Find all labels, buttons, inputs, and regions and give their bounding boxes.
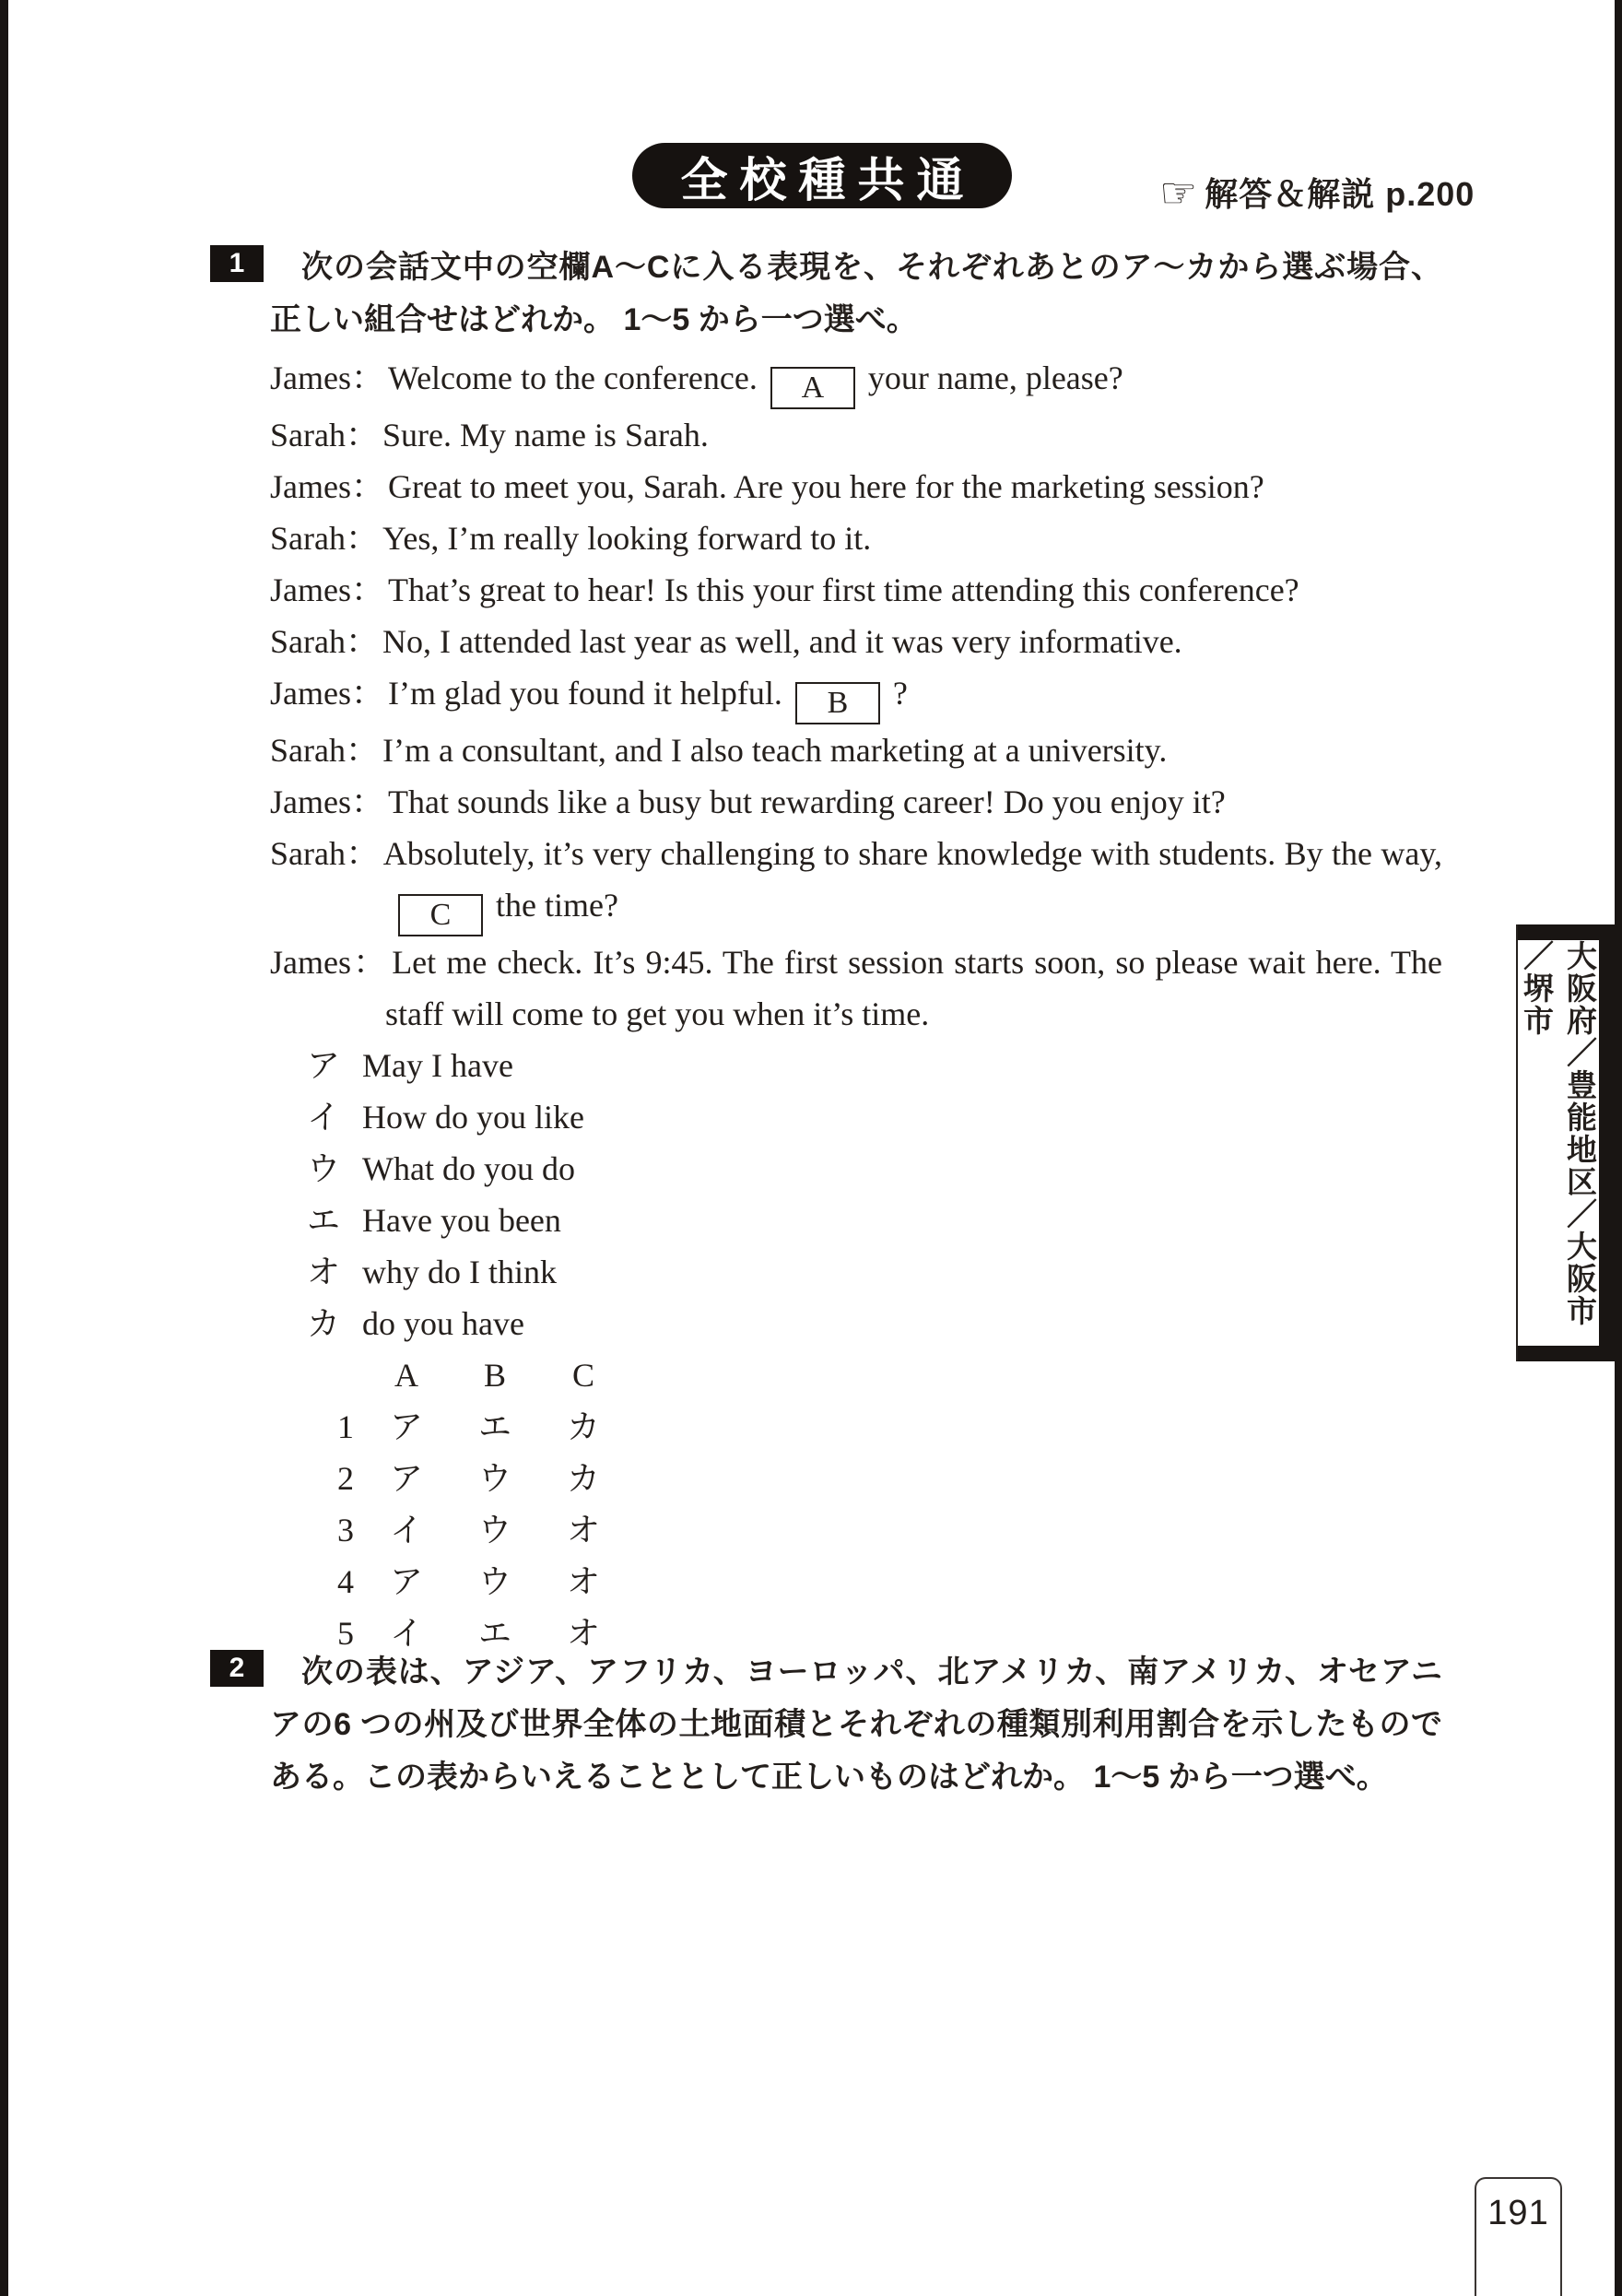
answer-reference [1159, 169, 1475, 216]
choice-イ: イ How do you like [307, 1091, 1622, 1143]
page-number-box [1475, 2177, 1562, 2296]
answer-combination-table [318, 1349, 1622, 1659]
table-cell: イ [389, 1615, 423, 1652]
side-tab-right-strip [1599, 924, 1622, 1361]
table-row-number: 3 [337, 1512, 354, 1548]
speaker-name: James： [270, 944, 389, 981]
dialogue-line: Sarah： I’m a consultant, and I also teach marketing at a university. [270, 732, 1168, 769]
side-tab-bottom-cap [1518, 1346, 1622, 1361]
answer-ref-label: 解答＆解説 p.200 [1205, 175, 1475, 213]
speaker-name: James： [270, 359, 384, 396]
pointing-hand-icon: ☞ [1159, 168, 1198, 217]
dialogue-line: Sarah： No, I attended last year as well, and it was very informative. [270, 623, 1182, 660]
question-2-prompt: 次の表は、アジア、アフリカ、ヨーロッパ、北アメリカ、南アメリカ、オセアニアの6 つの州及び世界全体の土地面積とそれぞれの種類別利用割合を示したものである。この表からいえることとして正しいものはどれか。 1～5 から一つ選べ。 [270, 1654, 1442, 1795]
choice-ウ: ウ What do you do [307, 1143, 1622, 1195]
table-cell: オ [566, 1615, 600, 1652]
choice-label: イ [307, 1099, 341, 1136]
table-cell: ア [389, 1408, 423, 1445]
question-2-number-badge: 2 [210, 1650, 264, 1687]
table-cell: カ [566, 1408, 600, 1445]
question-1-prompt: 次の会話文中の空欄A～Cに入る表現を、それぞれあとのア～カから選ぶ場合、正しい組合せはどれか。 1～5 から一つ選べ。 [270, 250, 1442, 337]
page-number: 191 [1487, 2194, 1549, 2232]
table-header-A: A [394, 1357, 418, 1394]
blank-box-C: C [398, 894, 483, 936]
table-cell: ウ [477, 1563, 511, 1600]
table-cell: オ [566, 1563, 600, 1600]
side-tab-top-cap [1518, 924, 1622, 940]
blank-box-B: B [795, 682, 880, 724]
choice-label: ウ [307, 1150, 341, 1187]
choice-label: カ [307, 1305, 341, 1342]
choice-label: ア [307, 1047, 341, 1084]
dialogue-line: James： I’m glad you found it helpful. B ? [270, 667, 1442, 724]
table-cell: カ [566, 1460, 600, 1497]
table-row-number: 4 [337, 1563, 354, 1600]
blank-box-A: A [770, 367, 855, 409]
table-row-number: 5 [337, 1615, 354, 1652]
choice-label: オ [307, 1254, 341, 1290]
choice-エ: エ Have you been [307, 1195, 1622, 1246]
section-header-label: 全校種共通 [680, 153, 976, 206]
table-cell: ウ [477, 1512, 511, 1548]
question-2 [0, 1646, 1622, 1804]
table-cell: イ [389, 1512, 423, 1548]
speaker-name: James： [270, 571, 384, 608]
dialogue-line: James： Great to meet you, Sarah. Are you here for the marketing session? [270, 468, 1264, 505]
speaker-name: James： [270, 675, 384, 712]
table-row-number: 1 [337, 1408, 354, 1445]
dialogue-line: James： That sounds like a busy but rewarding career! Do you enjoy it? [270, 783, 1226, 820]
table-row-number: 2 [337, 1460, 354, 1497]
speaker-name: Sarah： [270, 732, 379, 769]
speaker-name: James： [270, 783, 384, 820]
speaker-name: James： [270, 468, 384, 505]
table-cell: エ [477, 1615, 511, 1652]
region-side-tab [1516, 924, 1622, 1361]
speaker-name: Sarah： [270, 623, 379, 660]
choices-list [307, 1040, 1622, 1349]
dialogue-line: James： Let me check. It’s 9:45. The first session starts soon, so please wait here. The staff will come to get you when it’s time. [270, 944, 1442, 1032]
section-header-badge [632, 143, 1012, 208]
dialogue-line: Sarah： Sure. My name is Sarah. [270, 417, 709, 453]
table-cell: オ [566, 1512, 600, 1548]
question-1-number-badge: 1 [210, 245, 264, 282]
speaker-name: Sarah： [270, 835, 380, 872]
speaker-name: Sarah： [270, 417, 379, 453]
table-cell: ウ [477, 1460, 511, 1497]
choice-ア: ア May I have [307, 1040, 1622, 1091]
choice-オ: オ why do I think [307, 1246, 1622, 1298]
dialogue-line: Sarah： Yes, I’m really looking forward to it. [270, 520, 872, 557]
table-cell: エ [477, 1408, 511, 1445]
table-corner-cell [318, 1349, 373, 1401]
dialogue-line: James： That’s great to hear! Is this your first time attending this conference? [270, 571, 1299, 608]
speaker-name: Sarah： [270, 520, 379, 557]
table-header-B: B [483, 1357, 506, 1394]
dialogue-line: Sarah： Absolutely, it’s very challenging to share knowledge with students. By the way,C the time? [270, 828, 1442, 936]
choice-label: エ [307, 1202, 341, 1239]
table-cell: ア [389, 1563, 423, 1600]
choice-カ: カ do you have [307, 1298, 1622, 1349]
dialogue [270, 352, 1442, 1040]
side-tab-label: 大阪府／豊能地区／大阪市／堺市 [1520, 940, 1597, 1327]
dialogue-line: James： Welcome to the conference. A your name, please? [270, 352, 1442, 409]
table-header-C: C [571, 1357, 594, 1394]
table-cell: ア [389, 1460, 423, 1497]
question-1 [0, 241, 1622, 1659]
